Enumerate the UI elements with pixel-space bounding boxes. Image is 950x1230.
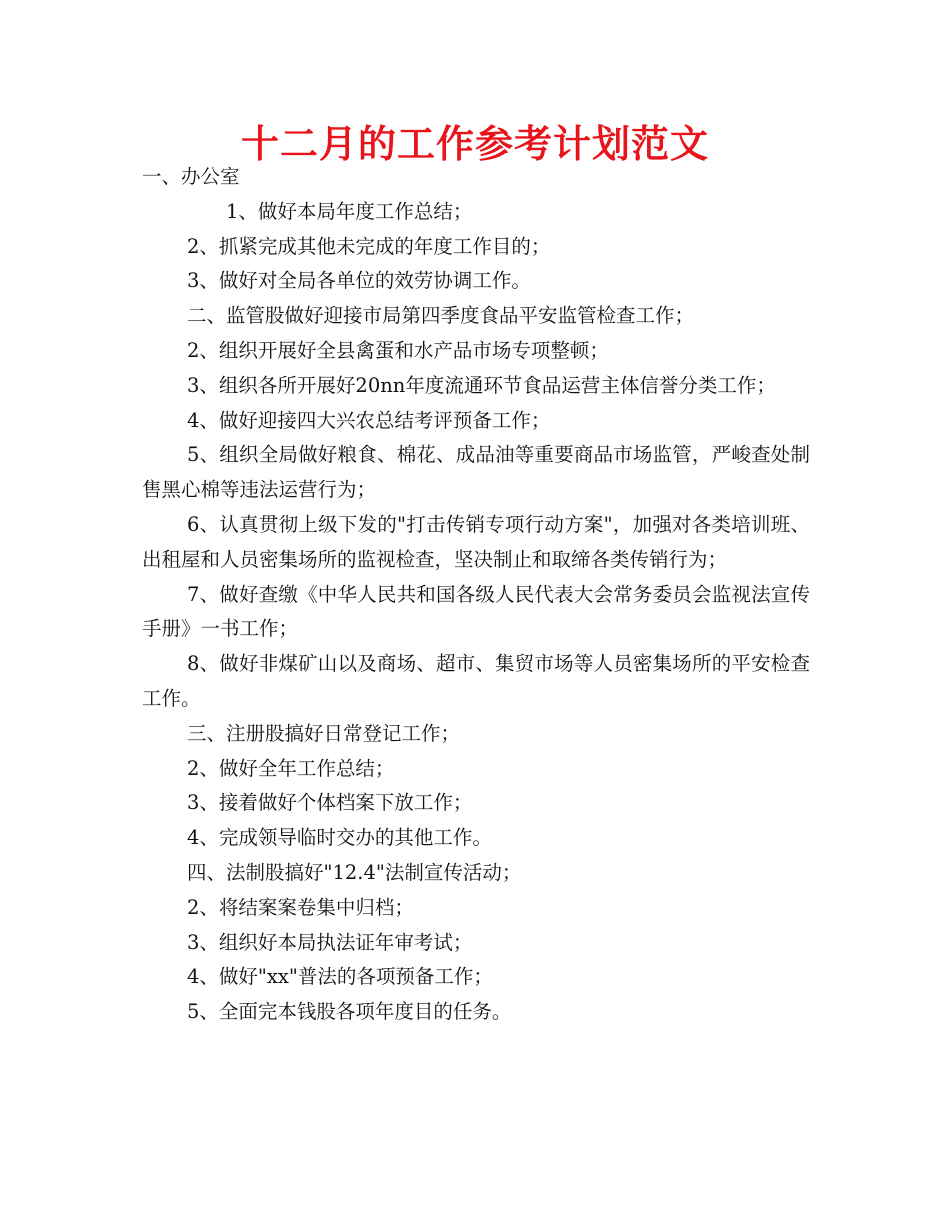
section-heading-office: 一、办公室	[142, 165, 240, 188]
paragraph: 2、做好全年工作总结；	[187, 756, 395, 780]
paragraph: 3、做好对全局各单位的效劳协调工作。	[187, 269, 531, 293]
paragraph: 3、组织各所开展好20nn年度流通环节食品运营主体信誉分类工作；	[187, 373, 776, 397]
paragraph: 8、做好非煤矿山以及商场、超市、集贸市场等人员密集场所的平安检查工作。	[142, 652, 810, 710]
section-heading-supervision: 二、监管股做好迎接市局第四季度食品平安监管检查工作；	[187, 304, 695, 328]
paragraph: 7、做好查缴《中华人民共和国各级人民代表大会常务委员会监视法宣传手册》一书工作；	[142, 582, 810, 641]
paragraph: 2、抓紧完成其他未完成的年度工作目的；	[187, 234, 551, 258]
paragraph: 5、组织全局做好粮食、棉花、成品油等重要商品市场监管，严峻查处制售黑心棉等违法运营行为；	[142, 443, 810, 502]
document-body	[142, 160, 810, 1030]
paragraph: 2、组织开展好全县禽蛋和水产品市场专项整顿；	[187, 338, 609, 362]
paragraph: 4、做好"xx"普法的各项预备工作；	[187, 965, 493, 989]
paragraph: 2、将结案案卷集中归档；	[187, 895, 414, 919]
section-heading-registration: 三、注册股搞好日常登记工作；	[187, 721, 461, 745]
paragraph: 4、做好迎接四大兴农总结考评预备工作；	[187, 408, 551, 432]
paragraph: 1、做好本局年度工作总结；	[226, 199, 473, 223]
paragraph: 3、组织好本局执法证年审考试；	[187, 930, 473, 954]
paragraph: 5、全面完本钱股各项年度目的任务。	[187, 1000, 512, 1024]
paragraph: 3、接着做好个体档案下放工作；	[187, 791, 473, 815]
paragraph: 4、完成领导临时交办的其他工作。	[187, 826, 492, 850]
document-title: 十二月的工作参考计划范文	[240, 122, 709, 166]
paragraph: 6、认真贯彻上级下发的"打击传销专项行动方案"，加强对各类培训班、出租屋和人员密集场所的监视检查，坚决制止和取缔各类传销行为；	[142, 512, 810, 571]
section-heading-legal: 四、法制股搞好"12.4"法制宣传活动；	[187, 860, 522, 884]
